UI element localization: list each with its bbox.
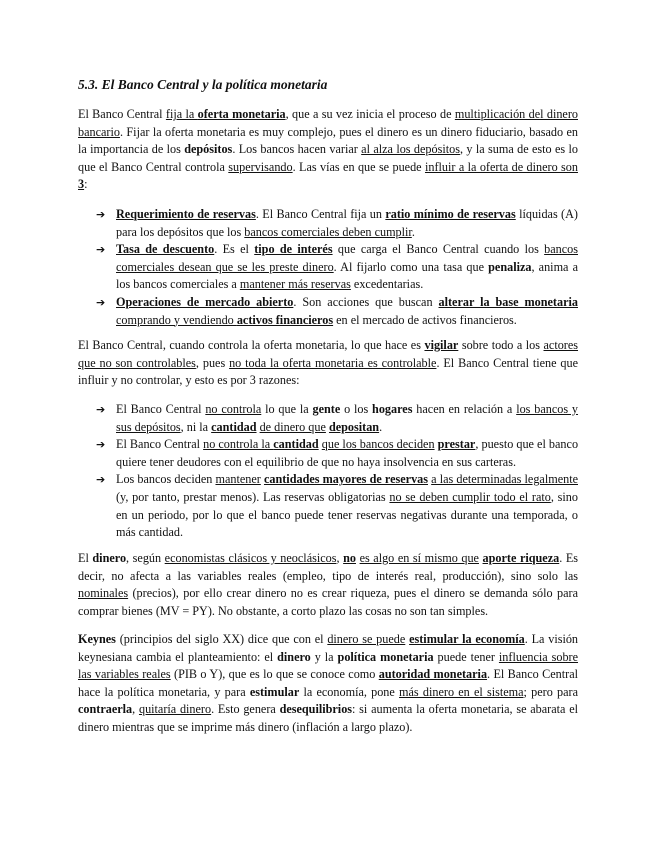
text-run: aporte riqueza: [482, 551, 560, 565]
text-run: dinero: [277, 649, 311, 664]
text-run: puede tener: [433, 649, 499, 664]
arrow-bullet-icon: ➔: [96, 438, 106, 452]
text-run: ,: [336, 551, 344, 565]
text-run: influencia sobre las variables reales: [78, 649, 579, 682]
text-run: . El Banco Central tiene que influir y no controlar, y esto es por 3 razones:: [78, 355, 578, 388]
section-heading: 5.3. El Banco Central y la política monetaria: [78, 77, 328, 92]
text-run: , sino en un periodo, por lo que el banco puede tener reservas negativas durante una temporada, o más cantidad.: [116, 489, 578, 540]
text-run: El Banco Central, cuando controla la oferta monetaria, lo que hace es: [78, 338, 425, 352]
arrow-bullet-icon: ➔: [96, 403, 106, 416]
text-run: Tasa de descuento: [116, 242, 215, 257]
list-item-tasa-descuento: [78, 241, 578, 294]
text-run: depósitos: [184, 142, 233, 157]
text-run: economistas clásicos y neoclásicos: [164, 551, 337, 565]
list-item-operaciones-mercado: [78, 294, 578, 329]
text-run: : si aumenta la oferta monetaria, se abarata el dinero mientras que se imprime más dinero (inflación a largo plazo).: [78, 702, 579, 734]
text-run: los bancos y sus depósitos: [116, 402, 579, 434]
text-run: . Es decir, no afecta a las variables reales (empleo, tipo de interés real, producción), sino solo las: [78, 551, 579, 583]
text-run: de dinero que: [259, 419, 326, 434]
text-run: no toda la oferta monetaria es controlable: [229, 355, 437, 370]
text-run: 3: [78, 177, 85, 192]
text-run: . El Banco Central hace la política monetaria, y para: [78, 667, 579, 699]
vias-list: [78, 206, 578, 329]
text-run: , pues: [195, 355, 230, 370]
text-run: excedentarias.: [350, 277, 424, 292]
text-run: . Esto genera: [211, 702, 280, 717]
arrow-bullet-icon: ➔: [96, 208, 106, 221]
text-run: (principios del siglo XX) dice que con el: [115, 632, 328, 646]
text-run: comprando y vendiendo: [116, 312, 237, 327]
text-run: al alza los depósitos: [361, 142, 460, 157]
text-run: , que a su vez inicia el proceso de: [285, 107, 455, 121]
text-run: cantidad: [211, 419, 257, 434]
text-run: no se deben cumplir todo el rato: [389, 489, 551, 504]
text-run: no: [343, 551, 356, 565]
text-run: más dinero en el sistema: [399, 684, 524, 699]
text-run: alterar la base monetaria: [438, 294, 578, 309]
text-run: hacen en relación a: [412, 402, 517, 416]
text-run: .: [379, 419, 383, 434]
text-run: sobre todo a los: [458, 338, 544, 352]
text-run: estimular: [249, 684, 300, 699]
arrow-bullet-icon: ➔: [96, 295, 106, 309]
text-run: , puesto que el banco quiere tener deudores con el equilibrio de que no haya insolvencia en sus carteras.: [116, 437, 579, 469]
text-run: no controla la: [203, 437, 274, 452]
text-run: influir a la oferta de dinero son: [424, 159, 578, 174]
text-run: no controla: [205, 402, 262, 416]
text-run: (precios), por ello crear dinero no es crear riqueza, pues el dinero se demanda sólo para comprar bienes (MV = PY). No obstante, a corto plazo las cosas no son tan simples.: [78, 586, 578, 618]
text-run: política monetaria: [337, 649, 434, 664]
list-item-requerimiento-reservas: [78, 206, 578, 241]
text-run: Los bancos deciden: [116, 472, 216, 487]
text-run: a las determinadas legalmente: [431, 472, 578, 487]
text-run: nominales: [78, 586, 129, 601]
text-run: El: [78, 551, 93, 565]
paragraph-keynes: [78, 631, 578, 737]
text-run: penaliza: [488, 259, 532, 274]
text-run: , anima a los bancos comerciales a: [116, 259, 578, 292]
text-run: fija la: [165, 107, 198, 121]
text-run: oferta monetaria: [197, 107, 286, 121]
text-run: en el mercado de activos financieros.: [333, 312, 517, 327]
arrow-bullet-icon: ➔: [96, 473, 106, 487]
text-run: gente: [312, 402, 341, 416]
text-run: (y, por tanto, prestar menos). Las reservas obligatorias: [116, 489, 390, 504]
text-run: cantidades mayores de reservas: [263, 472, 428, 487]
text-run: ratio mínimo de reservas: [385, 207, 516, 221]
paragraph-dinero-neutral: [78, 550, 578, 620]
text-run: es algo en sí mismo que: [359, 551, 479, 565]
text-run: activos financieros: [236, 312, 334, 327]
text-run: prestar: [437, 437, 476, 452]
text-run: que los bancos deciden: [321, 437, 435, 452]
text-run: Operaciones de mercado abierto: [116, 294, 294, 309]
text-run: El Banco Central: [116, 437, 204, 452]
text-run: , según: [126, 551, 165, 565]
text-run: lo que la: [261, 402, 313, 416]
razones-list: [78, 401, 578, 542]
text-run: . Son acciones que buscan: [293, 294, 439, 309]
text-run: dinero se puede: [327, 632, 406, 646]
text-run: ; pero para: [523, 684, 578, 699]
text-run: bancos comerciales desean que se les preste dinero: [116, 242, 578, 274]
arrow-bullet-icon: ➔: [96, 243, 106, 257]
text-run: .: [411, 224, 415, 239]
text-run: Requerimiento de reservas: [116, 207, 256, 221]
text-run: contraerla: [78, 702, 133, 717]
text-run: tipo de interés: [254, 242, 333, 257]
text-run: líquidas (A) para los depósitos que los: [116, 207, 578, 239]
list-item-no-controla-prestamos: [78, 436, 578, 471]
text-run: . Fijar la oferta monetaria es muy complejo, pues el dinero es un dinero fiduciario, basado en la importancia de los: [78, 124, 578, 157]
text-run: . La visión keynesiana cambia el planteamiento: el: [78, 632, 579, 664]
text-run: supervisando: [228, 159, 293, 174]
list-item-reservas-mayores: [78, 471, 578, 541]
text-run: autoridad monetaria: [378, 667, 488, 682]
text-run: , ni la: [180, 419, 212, 434]
text-run: depositan: [328, 419, 380, 434]
text-run: desequilibrios: [279, 702, 353, 717]
text-run: mantener más reservas: [239, 277, 351, 292]
text-run: mantener: [215, 472, 261, 487]
paragraph-oferta-monetaria: [78, 106, 578, 194]
text-run: vigilar: [424, 338, 459, 352]
text-run: :: [84, 177, 88, 192]
text-run: actores que no son controlables: [78, 338, 579, 370]
text-run: Keynes: [78, 632, 116, 646]
text-run: dinero: [92, 551, 127, 565]
text-run: ,: [132, 702, 139, 717]
text-run: hogares: [372, 402, 413, 416]
text-run: . Al fijarlo como una tasa que: [333, 259, 489, 274]
text-run: , y la suma de esto es lo que el Banco Central controla: [78, 142, 578, 174]
text-run: cantidad: [273, 437, 319, 452]
text-run: El Banco Central: [78, 107, 166, 121]
text-run: quitaría dinero: [138, 702, 212, 717]
text-run: que carga el Banco Central cuando los: [332, 242, 545, 257]
text-run: El Banco Central: [116, 402, 206, 416]
text-run: la economía, pone: [299, 684, 400, 699]
paragraph-vigilar: [78, 337, 578, 390]
text-run: . El Banco Central fija un: [255, 207, 386, 221]
text-run: o los: [340, 402, 373, 416]
text-run: y la: [310, 649, 338, 664]
text-run: estimular la economía: [409, 632, 525, 646]
text-run: . Es el: [214, 242, 255, 257]
text-run: multiplicación del dinero bancario: [78, 107, 578, 139]
text-run: bancos comerciales deben cumplir: [244, 224, 412, 239]
text-run: . Las vías en que se puede: [292, 159, 425, 174]
list-item-no-controla-gente: [78, 401, 578, 436]
text-run: (PIB o Y), que es lo que se conoce como: [170, 667, 379, 682]
text-run: . Los bancos hacen variar: [232, 142, 362, 157]
